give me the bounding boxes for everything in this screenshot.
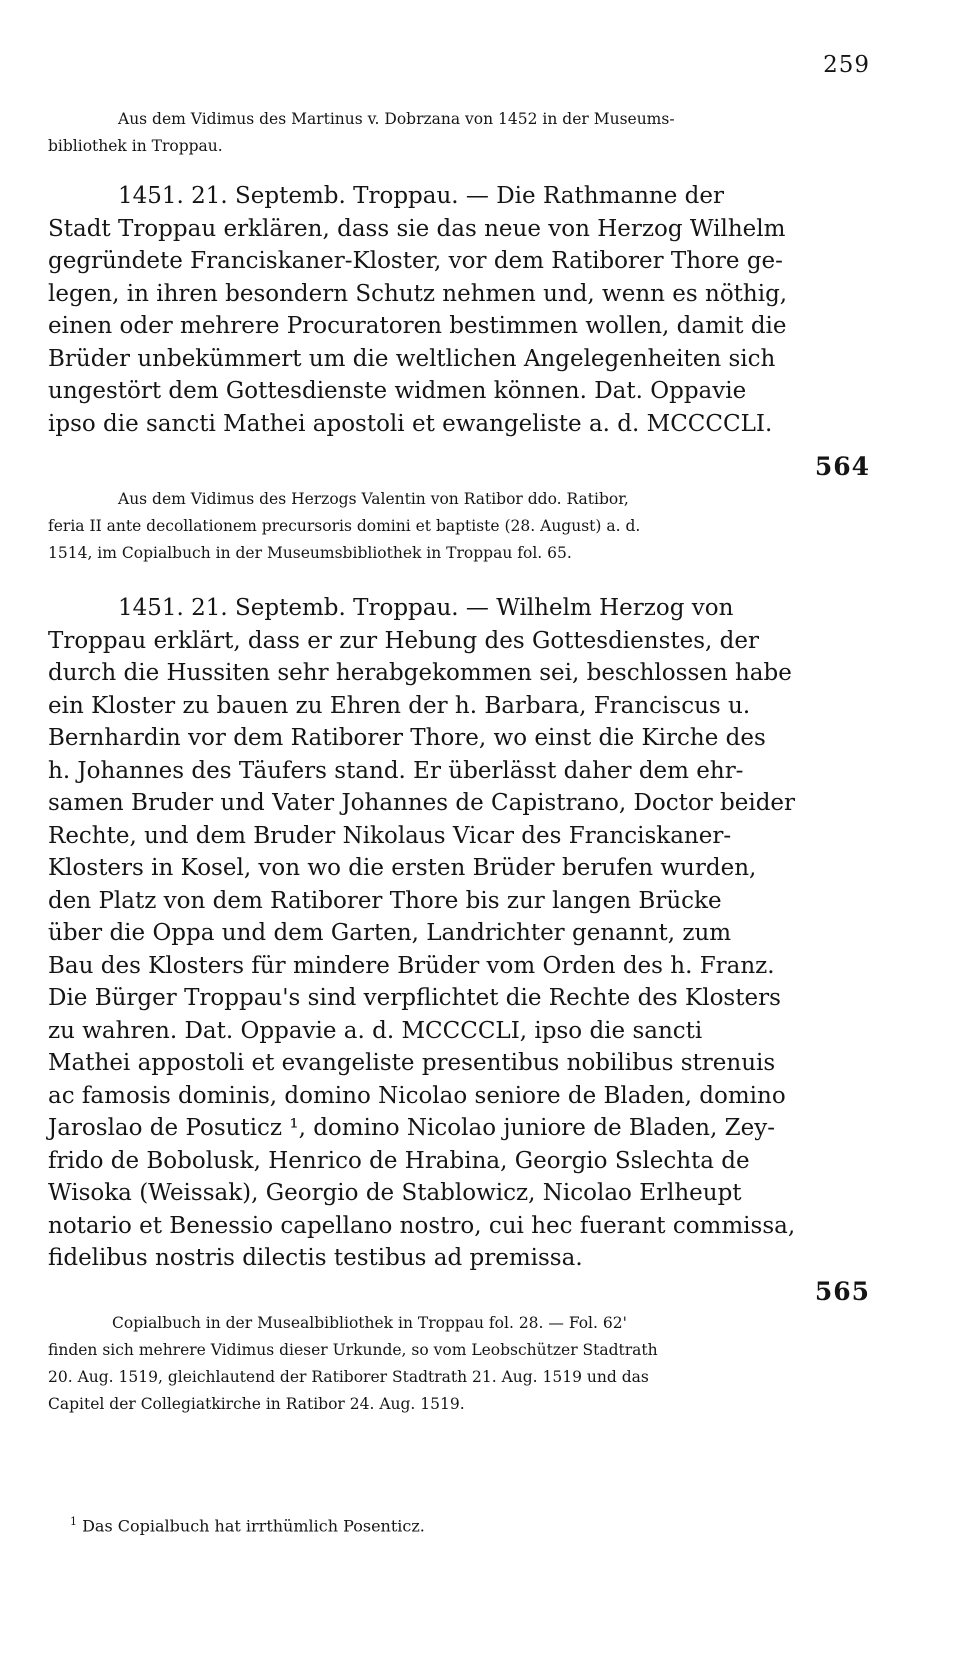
text-line: 1451. 21. Septemb. Troppau. — Wilhelm Herzog von xyxy=(118,595,734,621)
source-note-564 xyxy=(48,486,868,567)
source-line: Capitel der Collegiatkirche in Ratibor 24. Aug. 1519. xyxy=(48,1395,465,1413)
text-line: Brüder unbekümmert um die weltlichen Angelegenheiten sich xyxy=(48,345,776,372)
text-line: ein Kloster zu bauen zu Ehren der h. Barbara, Franciscus u. xyxy=(48,692,751,719)
text-line: einen oder mehrere Procuratoren bestimmen wollen, damit die xyxy=(48,313,787,339)
text-line: Jaroslao de Posuticz ¹, domino Nicolao juniore de Bladen, Zey- xyxy=(48,1115,775,1141)
text-line: Rechte, und dem Bruder Nikolaus Vicar des Franciskaner- xyxy=(48,822,732,849)
text-line: Bau des Klosters für mindere Brüder vom Orden des h. Franz. xyxy=(48,952,775,979)
source-line: Aus dem Vidimus des Herzogs Valentin von Ratibor ddo. Ratibor, xyxy=(118,490,629,508)
source-line: bibliothek in Troppau. xyxy=(48,137,223,155)
source-note-563 xyxy=(48,106,868,160)
text-line: ac famosis dominis, domino Nicolao seniore de Bladen, domino xyxy=(48,1082,786,1109)
footnote-marker: 1 xyxy=(70,1515,77,1528)
source-line: feria II ante decollationem precursoris domini et baptiste (28. August) a. d. xyxy=(48,517,641,535)
source-line: Copialbuch in der Musealbibliothek in Troppau fol. 28. — Fol. 62' xyxy=(112,1314,627,1332)
regest-text-563 xyxy=(48,180,868,440)
text-line: 1451. 21. Septemb. Troppau. — Die Rathmanne der xyxy=(118,183,724,209)
text-line: den Platz von dem Ratiborer Thore bis zur langen Brücke xyxy=(48,887,722,914)
text-line: ipso die sancti Mathei apostoli et ewangeliste a. d. MCCCCLI. xyxy=(48,410,773,437)
source-line: finden sich mehrere Vidimus dieser Urkunde, so vom Leobschützer Stadtrath xyxy=(48,1341,658,1359)
text-line: h. Johannes des Täufers stand. Er überlässt daher dem ehr- xyxy=(48,757,744,784)
text-line: fidelibus nostris dilectis testibus ad premissa. xyxy=(48,1245,583,1271)
text-line: gegründete Franciskaner-Kloster, vor dem Ratiborer Thore ge- xyxy=(48,248,783,274)
text-line: über die Oppa und dem Garten, Landrichter genannt, zum xyxy=(48,920,732,946)
text-line: Wisoka (Weissak), Georgio de Stablowicz, Nicolao Erlheupt xyxy=(48,1180,742,1206)
document-number-565: 565 xyxy=(814,1277,870,1306)
text-line: legen, in ihren besondern Schutz nehmen und, wenn es nöthig, xyxy=(48,280,788,307)
text-line: Mathei appostoli et evangeliste presentibus nobilibus strenuis xyxy=(48,1050,776,1076)
source-note-565 xyxy=(48,1310,868,1418)
footnote-text: Das Copialbuch hat irrthümlich Posenticz. xyxy=(82,1516,425,1536)
text-line: samen Bruder und Vater Johannes de Capistrano, Doctor beider xyxy=(48,790,796,816)
source-line: 20. Aug. 1519, gleichlautend der Ratiborer Stadtrath 21. Aug. 1519 und das xyxy=(48,1368,649,1386)
text-line: Klosters in Kosel, von wo die ersten Brüder berufen wurden, xyxy=(48,855,757,881)
text-line: notario et Benessio capellano nostro, cui hec fuerant commissa, xyxy=(48,1212,796,1239)
regest-text-564 xyxy=(48,592,868,1275)
text-line: Bernhardin vor dem Ratiborer Thore, wo einst die Kirche des xyxy=(48,725,766,751)
text-line: Troppau erklärt, dass er zur Hebung des Gottesdienstes, der xyxy=(48,627,759,654)
text-line: durch die Hussiten sehr herabgekommen sei, beschlossen habe xyxy=(48,660,792,686)
text-line: frido de Bobolusk, Henrico de Hrabina, Georgio Sslechta de xyxy=(48,1147,750,1174)
text-line: zu wahren. Dat. Oppavie a. d. MCCCCLI, ipso die sancti xyxy=(48,1017,703,1044)
document-number-564: 564 xyxy=(814,452,870,481)
page-number: 259 xyxy=(823,52,870,78)
text-line: Die Bürger Troppau's sind verpflichtet die Rechte des Klosters xyxy=(48,985,781,1011)
source-line: Aus dem Vidimus des Martinus v. Dobrzana von 1452 in der Museums- xyxy=(118,110,675,128)
source-line: 1514, im Copialbuch in der Museumsbibliothek in Troppau fol. 65. xyxy=(48,544,572,562)
footnote xyxy=(70,1515,425,1535)
text-line: Stadt Troppau erklären, dass sie das neue von Herzog Wilhelm xyxy=(48,215,786,242)
text-line: ungestört dem Gottesdienste widmen können. Dat. Oppavie xyxy=(48,378,747,404)
